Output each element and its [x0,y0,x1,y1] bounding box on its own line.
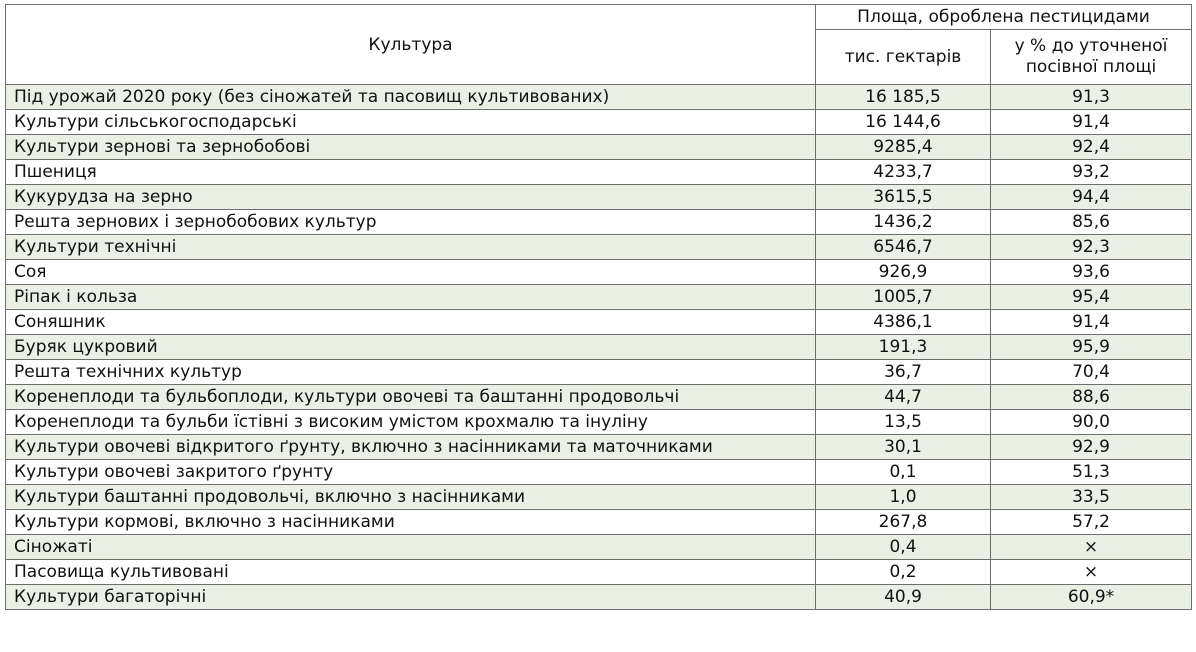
crop-name-cell: Соя [6,260,816,285]
table-row [6,285,1192,310]
percent-cell: × [991,535,1192,560]
area-thousand-ha-cell: 4386,1 [816,310,991,335]
area-thousand-ha-cell: 0,4 [816,535,991,560]
header-row [6,5,1192,30]
table-body [6,85,1192,610]
header-percent-of-sown-area: у % до уточненої посівної площі [991,30,1192,85]
area-thousand-ha-cell: 16 185,5 [816,85,991,110]
table-row [6,210,1192,235]
table-row [6,335,1192,360]
area-thousand-ha-cell: 191,3 [816,335,991,360]
table-row [6,585,1192,610]
crop-name-cell: Пшениця [6,160,816,185]
table-row [6,410,1192,435]
percent-cell: × [991,560,1192,585]
crop-name-cell: Пасовища культивовані [6,560,816,585]
table-row [6,385,1192,410]
percent-cell: 94,4 [991,185,1192,210]
crop-name-cell: Коренеплоди та бульби їстівні з високим умістом крохмалю та інуліну [6,410,816,435]
percent-cell: 60,9* [991,585,1192,610]
crop-name-cell: Культури багаторічні [6,585,816,610]
table-row [6,160,1192,185]
table-row [6,435,1192,460]
area-thousand-ha-cell: 1005,7 [816,285,991,310]
area-thousand-ha-cell: 44,7 [816,385,991,410]
percent-cell: 57,2 [991,510,1192,535]
crop-name-cell: Сіножаті [6,535,816,560]
area-thousand-ha-cell: 40,9 [816,585,991,610]
area-thousand-ha-cell: 36,7 [816,360,991,385]
percent-cell: 92,9 [991,435,1192,460]
percent-cell: 91,3 [991,85,1192,110]
crop-name-cell: Культури кормові, включно з насінниками [6,510,816,535]
table-row [6,510,1192,535]
table-row [6,535,1192,560]
percent-cell: 95,4 [991,285,1192,310]
area-thousand-ha-cell: 16 144,6 [816,110,991,135]
percent-cell: 88,6 [991,385,1192,410]
table-row [6,85,1192,110]
area-thousand-ha-cell: 30,1 [816,435,991,460]
area-thousand-ha-cell: 3615,5 [816,185,991,210]
crop-name-cell: Культури сільськогосподарські [6,110,816,135]
crop-name-cell: Культури овочеві відкритого ґрунту, включно з насінниками та маточниками [6,435,816,460]
table-row [6,235,1192,260]
crop-name-cell: Культури технічні [6,235,816,260]
crop-name-cell: Решта технічних культур [6,360,816,385]
crop-name-cell: Культури баштанні продовольчі, включно з насінниками [6,485,816,510]
area-thousand-ha-cell: 9285,4 [816,135,991,160]
percent-cell: 90,0 [991,410,1192,435]
percent-cell: 93,2 [991,160,1192,185]
table-row [6,485,1192,510]
header-thousand-hectares: тис. гектарів [816,30,991,85]
area-thousand-ha-cell: 267,8 [816,510,991,535]
table-row [6,135,1192,160]
table-row [6,260,1192,285]
area-thousand-ha-cell: 0,1 [816,460,991,485]
percent-cell: 85,6 [991,210,1192,235]
crop-name-cell: Кукурудза на зерно [6,185,816,210]
percent-cell: 33,5 [991,485,1192,510]
percent-cell: 93,6 [991,260,1192,285]
percent-cell: 95,9 [991,335,1192,360]
area-thousand-ha-cell: 6546,7 [816,235,991,260]
table-row [6,310,1192,335]
area-thousand-ha-cell: 1436,2 [816,210,991,235]
crop-name-cell: Культури зернові та зернобобові [6,135,816,160]
table-header [6,5,1192,85]
crop-name-cell: Ріпак і кольза [6,285,816,310]
area-thousand-ha-cell: 13,5 [816,410,991,435]
area-thousand-ha-cell: 926,9 [816,260,991,285]
header-crop: Культура [6,5,816,85]
percent-cell: 92,3 [991,235,1192,260]
percent-cell: 91,4 [991,310,1192,335]
pesticide-area-table [5,4,1192,610]
table-row [6,460,1192,485]
percent-cell: 70,4 [991,360,1192,385]
crop-name-cell: Буряк цукровий [6,335,816,360]
table-row [6,560,1192,585]
percent-cell: 92,4 [991,135,1192,160]
area-thousand-ha-cell: 0,2 [816,560,991,585]
crop-name-cell: Культури овочеві закритого ґрунту [6,460,816,485]
crop-name-cell: Решта зернових і зернобобових культур [6,210,816,235]
crop-name-cell: Соняшник [6,310,816,335]
crop-name-cell: Коренеплоди та бульбоплоди, культури овочеві та баштанні продовольчі [6,385,816,410]
crop-name-cell: Під урожай 2020 року (без сіножатей та пасовищ культивованих) [6,85,816,110]
table-row [6,185,1192,210]
area-thousand-ha-cell: 4233,7 [816,160,991,185]
area-thousand-ha-cell: 1,0 [816,485,991,510]
table-row [6,360,1192,385]
header-treated-area: Площа, оброблена пестицидами [816,5,1192,30]
table-row [6,110,1192,135]
percent-cell: 91,4 [991,110,1192,135]
percent-cell: 51,3 [991,460,1192,485]
